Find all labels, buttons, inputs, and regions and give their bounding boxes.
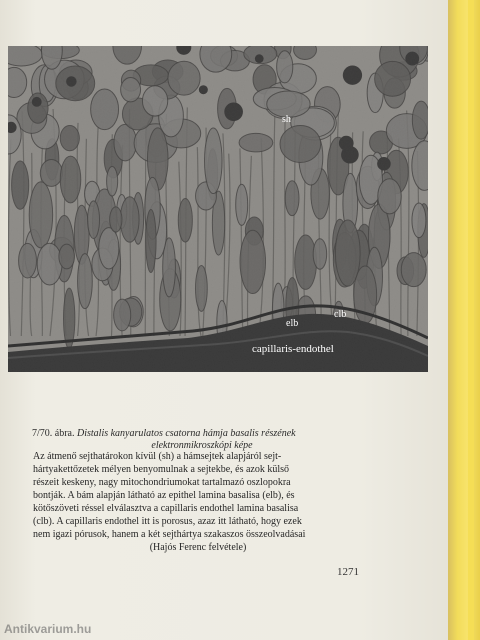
watermark: Antikvarium.hu (4, 622, 92, 636)
label-sh: sh (282, 114, 291, 125)
body-line: bontják. A bám alapján látható az epithel lamina basalisa (elb), és (33, 490, 295, 501)
electron-micrograph (8, 46, 428, 372)
label-clb: clb (334, 309, 347, 320)
body-paragraph (33, 450, 363, 554)
figure-caption (32, 428, 372, 452)
label-capillaris-endothel: capillaris-endothel (252, 343, 334, 355)
caption-title-line2: elektronmikroszkópi képe (151, 440, 253, 451)
body-line: (clb). A capillaris endothel itt is porosus, azaz itt látható, hogy ezek (33, 516, 302, 527)
body-line: hártyakettőzetek mélyen benyomulnak a sejtekbe, és azok külső (33, 464, 290, 475)
body-line: Az átmenő sejthatárokon kívül (sh) a hámsejtek alapjáról sejt- (33, 451, 282, 462)
caption-title-line1: Distalis kanyarulatos csatorna hámja basalis részének (77, 428, 296, 439)
body-line: nem igazi pórusok, hanem a két sejthártya szakaszos összeolvadásai (33, 529, 306, 540)
book-spine-edge (448, 0, 480, 640)
micrograph-image (8, 46, 428, 372)
body-line: kötőszöveti réssel elválasztva a capillaris endothel lamina basalisa (33, 503, 299, 514)
page-number: 1271 (337, 566, 359, 578)
label-elb: elb (286, 318, 299, 329)
body-line: részeit keskeny, nagy mitochondriumokat tartalmazó oszlopokra (33, 477, 291, 488)
caption-number: 7/70. ábra. (32, 428, 75, 439)
body-line: (Hajós Ferenc felvétele) (149, 542, 247, 553)
